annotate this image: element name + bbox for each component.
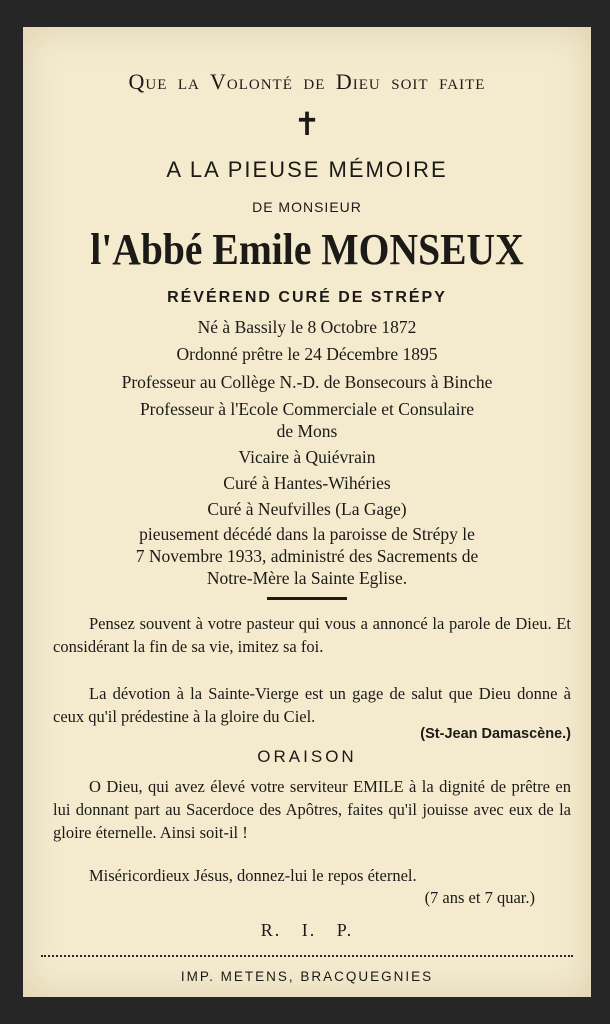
bio-line: Professeur à l'Ecole Commerciale et Consulaire [139, 399, 475, 419]
bio-line: Professeur au Collège N.-D. de Bonsecours à Binche [121, 372, 493, 392]
death-line: pieusement décédé dans la paroisse de Strépy le [139, 524, 475, 544]
death-line: 7 Novembre 1933, administré des Sacrements de [135, 546, 479, 566]
exhortation-paragraph [53, 612, 571, 658]
de-monsieur: DE MONSIEUR [252, 199, 362, 215]
cross-icon: ✝ [293, 106, 321, 142]
prayer-text: Miséricordieux Jésus, donnez-lui le repos éternel. [89, 866, 417, 885]
deceased-title: RÉVÉREND CURÉ DE STRÉPY [167, 289, 447, 306]
bio-line: Ordonné prêtre le 24 Décembre 1895 [176, 344, 438, 364]
divider [267, 597, 347, 600]
rip: R. I. P. [260, 920, 354, 940]
bio-line: Curé à Hantes-Wihéries [223, 473, 391, 493]
devotion-text: La dévotion à la Sainte-Vierge est un gage de salut que Dieu donne à ceux qu'il prédestine à la gloire du Ciel. [53, 684, 571, 726]
prayer-paragraph [53, 864, 571, 887]
bio-line: Vicaire à Quiévrain [238, 447, 376, 467]
printer-imprint: IMP. METENS, BRACQUEGNIES [180, 969, 434, 984]
motto: Que la Volonté de Dieu soit faite [128, 69, 486, 94]
memory-heading: A LA PIEUSE MÉMOIRE [166, 157, 448, 182]
dotted-divider [41, 955, 573, 957]
deceased-name: l'Abbé Emile MONSEUX [90, 225, 524, 274]
bio-line: Curé à Neufvilles (La Gage) [207, 499, 407, 519]
oraison-paragraph [53, 775, 571, 844]
oraison-text: O Dieu, qui avez élevé votre serviteur EMILE à la dignité de prêtre en lui donnant part au Sacerdoce des Apôtres, faites qu'il jouisse avec eux de la gloire éternelle. Ainsi soit-il ! [53, 777, 571, 842]
oraison-title: ORAISON [257, 747, 357, 766]
bio-line: Né à Bassily le 8 Octobre 1872 [197, 317, 417, 337]
memorial-card [23, 27, 591, 997]
exhortation-text: Pensez souvent à votre pasteur qui vous a annoncé la parole de Dieu. Et considérant la fin de sa vie, imitez sa foi. [53, 614, 571, 656]
indulgence: (7 ans et 7 quar.) [424, 888, 535, 907]
bio-line: de Mons [276, 421, 338, 441]
death-line: Notre-Mère la Sainte Eglise. [206, 568, 408, 588]
devotion-paragraph [53, 682, 571, 728]
attribution: (St-Jean Damascène.) [420, 726, 571, 742]
